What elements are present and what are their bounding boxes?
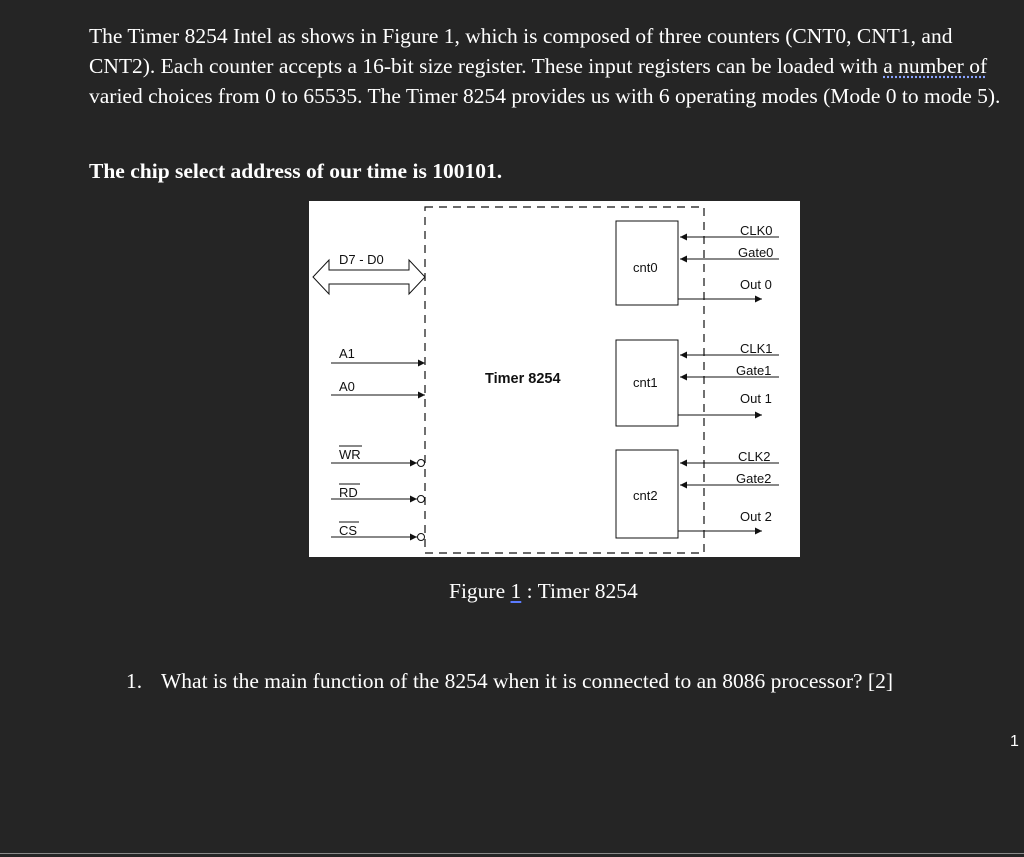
counter-label-cnt1: cnt1 — [633, 375, 658, 390]
chip-select-line: The chip select address of our time is 100101. — [89, 159, 503, 183]
figure-caption — [449, 576, 638, 606]
out-label-2: Out 2 — [740, 509, 772, 524]
timer-8254-figure — [309, 201, 800, 557]
timer-8254-diagram — [309, 201, 800, 557]
intro-text-start: The Timer 8254 Intel as shows in Figure 1, which is composed of three counters (CNT0, CNT1, and CNT2). Each counter accepts a 16-bit size register. These input registers can be loaded with — [89, 24, 953, 78]
pin-bubble-rd — [418, 496, 425, 503]
question-number: 1. — [126, 669, 143, 693]
pin-label-cs: CS — [339, 523, 358, 538]
caption-prefix: Figure — [449, 579, 511, 603]
gate-label-1: Gate1 — [736, 363, 772, 378]
clk-label-1: CLK1 — [740, 341, 773, 356]
gate-label-0: Gate0 — [738, 245, 774, 260]
question-item — [126, 666, 893, 696]
pin-label-wr: WR — [339, 447, 361, 462]
pin-label-a0: A0 — [339, 379, 355, 394]
page-number: 1 — [1010, 733, 1019, 750]
out-label-1: Out 1 — [740, 391, 772, 406]
chip-label: Timer 8254 — [485, 371, 561, 387]
question-text: What is the main function of the 8254 when it is connected to an 8086 processor? [2] — [161, 669, 893, 693]
pin-bubble-wr — [418, 460, 425, 467]
caption-figure-ref[interactable]: 1 — [510, 579, 522, 603]
counter-label-cnt2: cnt2 — [633, 488, 658, 503]
gate-label-2: Gate2 — [736, 471, 772, 486]
intro-dotted-phrase: a number of — [883, 54, 988, 78]
counter-label-cnt0: cnt0 — [633, 260, 658, 275]
bottom-divider — [0, 853, 1024, 854]
data-bus-label: D7 - D0 — [339, 252, 384, 267]
out-label-0: Out 0 — [740, 277, 772, 292]
intro-paragraph — [89, 21, 1014, 111]
clk-label-2: CLK2 — [738, 449, 771, 464]
intro-text-end: varied choices from 0 to 65535. The Timer 8254 provides us with 6 operating modes (Mode 0 to mode 5). — [89, 84, 1001, 108]
clk-label-0: CLK0 — [740, 223, 773, 238]
pin-label-rd: RD — [339, 485, 358, 500]
pin-label-a1: A1 — [339, 346, 355, 361]
caption-suffix: : Timer 8254 — [521, 579, 638, 603]
pin-bubble-cs — [418, 534, 425, 541]
